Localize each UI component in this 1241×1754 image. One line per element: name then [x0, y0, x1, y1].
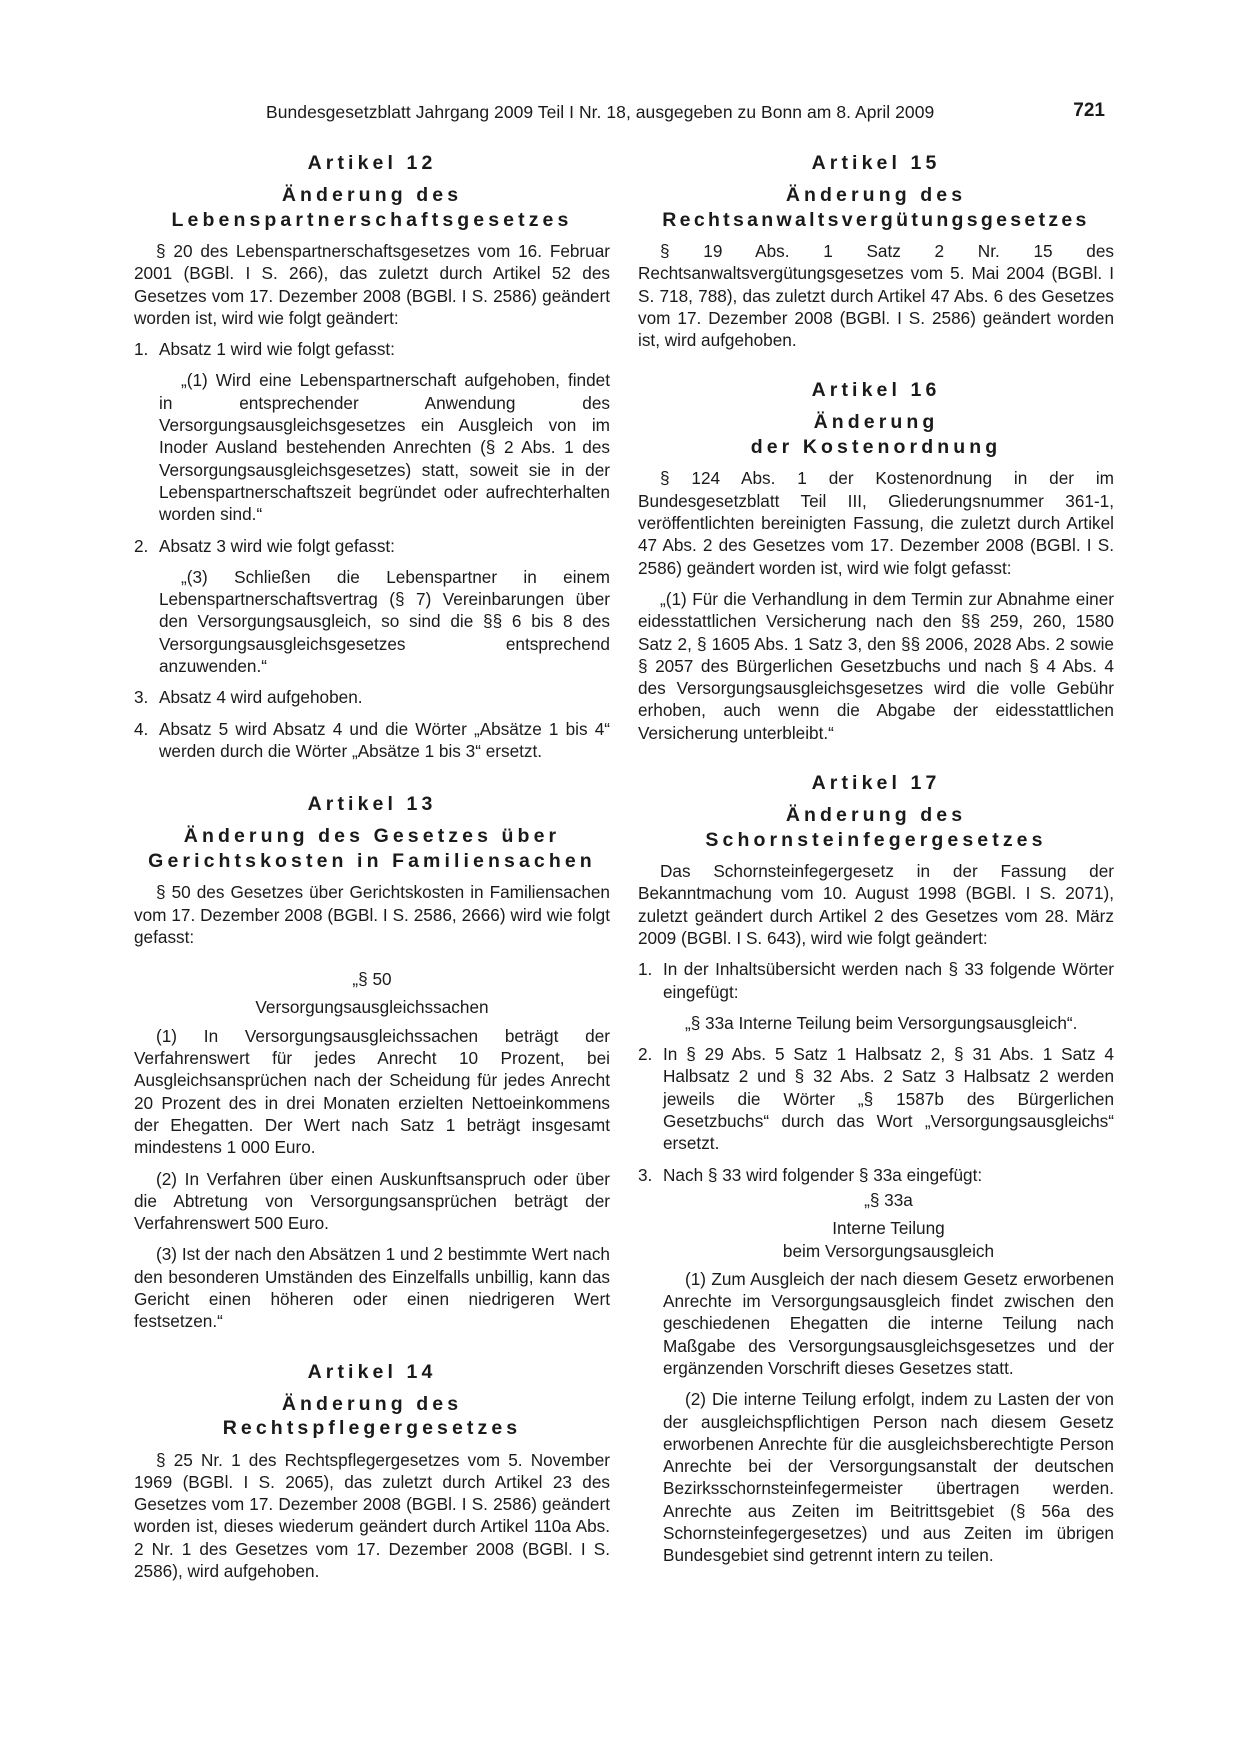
list-text: In § 29 Abs. 5 Satz 1 Halbsatz 2, § 31 Abs. 1 Satz 4 Halbsatz 2 und § 32 Abs. 2 Satz 3 Halbsatz 2 werden jeweils die Wörter „§ 1587b des Bürgerlichen Gesetzbuchs“ durch das Wort „Versorgungsausgleichs“ ersetzt.	[663, 1044, 1114, 1154]
left-column	[134, 151, 610, 1582]
article-title	[134, 1392, 610, 1441]
article-14	[134, 1360, 610, 1583]
article-15	[638, 151, 1114, 351]
section-number: „§ 50	[352, 969, 392, 990]
article-heading: Artikel 15	[811, 152, 941, 174]
article-16	[638, 378, 1114, 744]
quoted-paragraph: „(1) Wird eine Lebenspartnerschaft aufgehoben, findet in entsprechender Anwendung des Versorgungsausgleichsgesetzes ein Ausgleich von im Inoder Ausland bestehenden Anrechten (§ 2 Abs. 1 des Versorgungsausgleichsgesetzes) statt, soweit sie in der Lebenspartnerschaftszeit begründet oder aufrechterhalten worden sind.“	[159, 370, 610, 525]
article-text: § 25 Nr. 1 des Rechtspflegergesetzes vom 5. November 1969 (BGBl. I S. 2065), das zuletzt durch Artikel 23 des Gesetzes vom 17. Dezember 2008 (BGBl. I S. 2586) geändert worden ist, dieses wiederum geändert durch Artikel 110a Abs. 2 Nr. 1 des Gesetzes vom 17. Dezember 2008 (BGBl. I S. 2586), wird aufgehoben.	[134, 1449, 610, 1582]
article-12	[134, 151, 610, 762]
article-17	[638, 771, 1114, 1567]
article-title	[638, 803, 1114, 852]
article-heading: Artikel 13	[307, 793, 437, 816]
list-number: 3.	[134, 687, 149, 708]
quoted-paragraph: „(3) Schließen die Lebenspartner in einem Lebenspartnerschaftsvertrag (§ 7) Vereinbarungen über den Versorgungsausgleich, so sind die §§ 6 bis 8 des Versorgungsausgleichsgesetzes entsprechend anzuwenden.“	[159, 566, 610, 677]
article-intro: § 20 des Lebenspartnerschaftsgesetzes vom 16. Februar 2001 (BGBl. I S. 266), das zuletzt durch Artikel 52 des Gesetzes vom 17. Dezember 2008 (BGBl. I S. 2586) geändert worden ist, wird wie folgt geändert:	[134, 241, 610, 328]
article-title	[134, 183, 610, 232]
list-number: 1.	[638, 959, 653, 980]
article-heading: Artikel 16	[811, 379, 941, 402]
article-heading: Artikel 17	[811, 772, 941, 795]
section-paragraph: (2) In Verfahren über einen Auskunftsanspruch oder über die Abtretung von Versorgungsansprüchen beträgt der Verfahrenswert 500 Euro.	[134, 1168, 610, 1234]
article-title-line: Gerichtskosten in Familiensachen	[148, 849, 596, 872]
section-title: Interne Teilung	[832, 1218, 945, 1239]
section-paragraph: (1) In Versorgungsausgleichssachen beträgt der Verfahrenswert für jedes Anrecht 10 Prozent, bei Ausgleichsansprüchen nach der Scheidung für jedes Anrecht 20 Prozent des in drei Monaten erzielten Nettoeinkommens der Ehegatten. Der Wert nach Satz 1 beträgt insgesamt mindestens 1 000 Euro.	[134, 1025, 610, 1158]
right-column	[638, 151, 1114, 1567]
article-heading: Artikel 12	[307, 152, 437, 174]
article-title-line: Änderung	[813, 411, 939, 434]
quoted-paragraph: „(1) Für die Verhandlung in dem Termin zur Abnahme einer eidesstattlichen Versicherung nach den §§ 259, 260, 1580 Satz 2, § 1605 Abs. 1 Satz 3, den §§ 2006, 2028 Abs. 2 sowie § 2057 des Bürgerlichen Gesetzbuchs und nach § 4 Abs. 4 des Versorgungsausgleichsgesetzes wird die volle Gebühr erhoben, auch wenn die Abgabe der eidesstattlichen Versicherung unterbleibt.“	[638, 588, 1114, 743]
list-item	[134, 686, 610, 708]
article-title-line: Rechtsanwaltsvergütungsgesetzes	[662, 208, 1090, 231]
list-number: 2.	[134, 535, 149, 556]
list-text: Absatz 1 wird wie folgt gefasst:	[159, 339, 395, 360]
article-title-line: der Kostenordnung	[750, 435, 1002, 458]
list-text: In der Inhaltsübersicht werden nach § 33 folgende Wörter eingefügt:	[663, 959, 1114, 1002]
article-title	[134, 824, 610, 873]
list-number: 3.	[638, 1164, 653, 1185]
section-paragraph: (3) Ist der nach den Absätzen 1 und 2 bestimmte Wert nach den besonderen Umständen des Einzelfalls unbillig, kann das Gericht einen höheren oder einen niedrigeren Wert festsetzen.“	[134, 1244, 610, 1332]
inserted-section	[638, 1189, 1114, 1567]
article-intro: Das Schornsteinfegergesetz in der Fassung der Bekanntmachung vom 10. August 1998 (BGBl. I S. 2071), zuletzt geändert durch Artikel 2 des Gesetzes vom 28. März 2009 (BGBl. I S. 643), wird wie folgt geändert:	[638, 861, 1114, 948]
list-number: 1.	[134, 339, 149, 360]
quoted-paragraph: „§ 33a Interne Teilung beim Versorgungsausgleich“.	[685, 1012, 1078, 1033]
article-title-line: Änderung des Gesetzes über	[183, 825, 561, 848]
list-item	[638, 1164, 1114, 1186]
article-title	[638, 410, 1114, 459]
list-item	[638, 958, 1114, 1003]
article-title-line: Rechtspflegergesetzes	[222, 1417, 522, 1440]
list-text: Absatz 5 wird Absatz 4 und die Wörter „Absätze 1 bis 4“ werden durch die Wörter „Absätze 1 bis 3“ ersetzt.	[159, 718, 610, 761]
list-text: Nach § 33 wird folgender § 33a eingefügt:	[663, 1164, 983, 1185]
article-title-line: Änderung des	[281, 184, 463, 206]
article-13	[134, 792, 610, 1332]
section-title: beim Versorgungsausgleich	[782, 1240, 995, 1261]
section-paragraph: (1) Zum Ausgleich der nach diesem Gesetz erworbenen Anrechte im Versorgungsausgleich findet zwischen den geschiedenen Ehegatten die interne Teilung nach Maßgabe des Versorgungsausgleichsgesetzes und der ergänzenden Vorschrift dieses Gesetzes statt.	[663, 1268, 1114, 1378]
list-number: 4.	[134, 718, 149, 739]
list-item	[638, 1043, 1114, 1154]
article-intro: § 50 des Gesetzes über Gerichtskosten in Familiensachen vom 17. Dezember 2008 (BGBl. I S. 2586, 2666) wird wie folgt gefasst:	[134, 882, 610, 947]
article-heading: Artikel 14	[307, 1360, 437, 1383]
article-text: § 19 Abs. 1 Satz 2 Nr. 15 des Rechtsanwaltsvergütungsgesetzes vom 5. Mai 2004 (BGBl. I S. 718, 788), das zuletzt durch Artikel 47 Abs. 6 des Gesetzes vom 17. Dezember 2008 (BGBl. I S. 2586) geändert worden ist, wird aufgehoben.	[638, 241, 1114, 351]
running-header	[266, 102, 1105, 128]
article-title-line: Lebenspartnerschaftsgesetzes	[171, 208, 573, 231]
article-title-line: Änderung des	[281, 1392, 463, 1415]
section-number: „§ 33a	[864, 1189, 913, 1210]
article-title-line: Änderung des	[785, 184, 967, 206]
running-title: Bundesgesetzblatt Jahrgang 2009 Teil I Nr. 18, ausgegeben zu Bonn am 8. April 2009	[266, 102, 935, 122]
section-paragraph: (2) Die interne Teilung erfolgt, indem zu Lasten der von der ausgleichspflichtigen Person nach diesem Gesetz erworbenen Anrechte für die ausgleichsberechtigte Person Anrechte bei der Versorgungsanstalt der deutschen Bezirksschornsteinfegermeister übertragen werden. Anrechte aus Zeiten im Beitrittsgebiet (§ 56a des Schornsteinfegergesetzes) und aus Zeiten im übrigen Bundesgebiet sind getrennt intern zu teilen.	[663, 1389, 1114, 1566]
list-item	[134, 718, 610, 763]
section-title: Versorgungsausgleichssachen	[255, 997, 489, 1018]
article-title-line: Schornsteinfegergesetzes	[705, 828, 1047, 851]
list-text: Absatz 4 wird aufgehoben.	[159, 687, 363, 708]
article-intro: § 124 Abs. 1 der Kostenordnung in der im Bundesgesetzblatt Teil III, Gliederungsnummer 361-1, veröffentlichten bereinigten Fassung, die zuletzt durch Artikel 47 Abs. 2 des Gesetzes vom 17. Dezember 2008 (BGBl. I S. 2586) geändert worden ist, wird wie folgt gefasst:	[638, 468, 1114, 578]
list-text: Absatz 3 wird wie folgt gefasst:	[159, 535, 395, 556]
article-title-line: Änderung des	[785, 804, 967, 827]
article-title	[638, 183, 1114, 232]
list-item	[134, 338, 610, 360]
page-number: 721	[1073, 100, 1105, 121]
list-item	[134, 535, 610, 557]
list-number: 2.	[638, 1044, 653, 1065]
